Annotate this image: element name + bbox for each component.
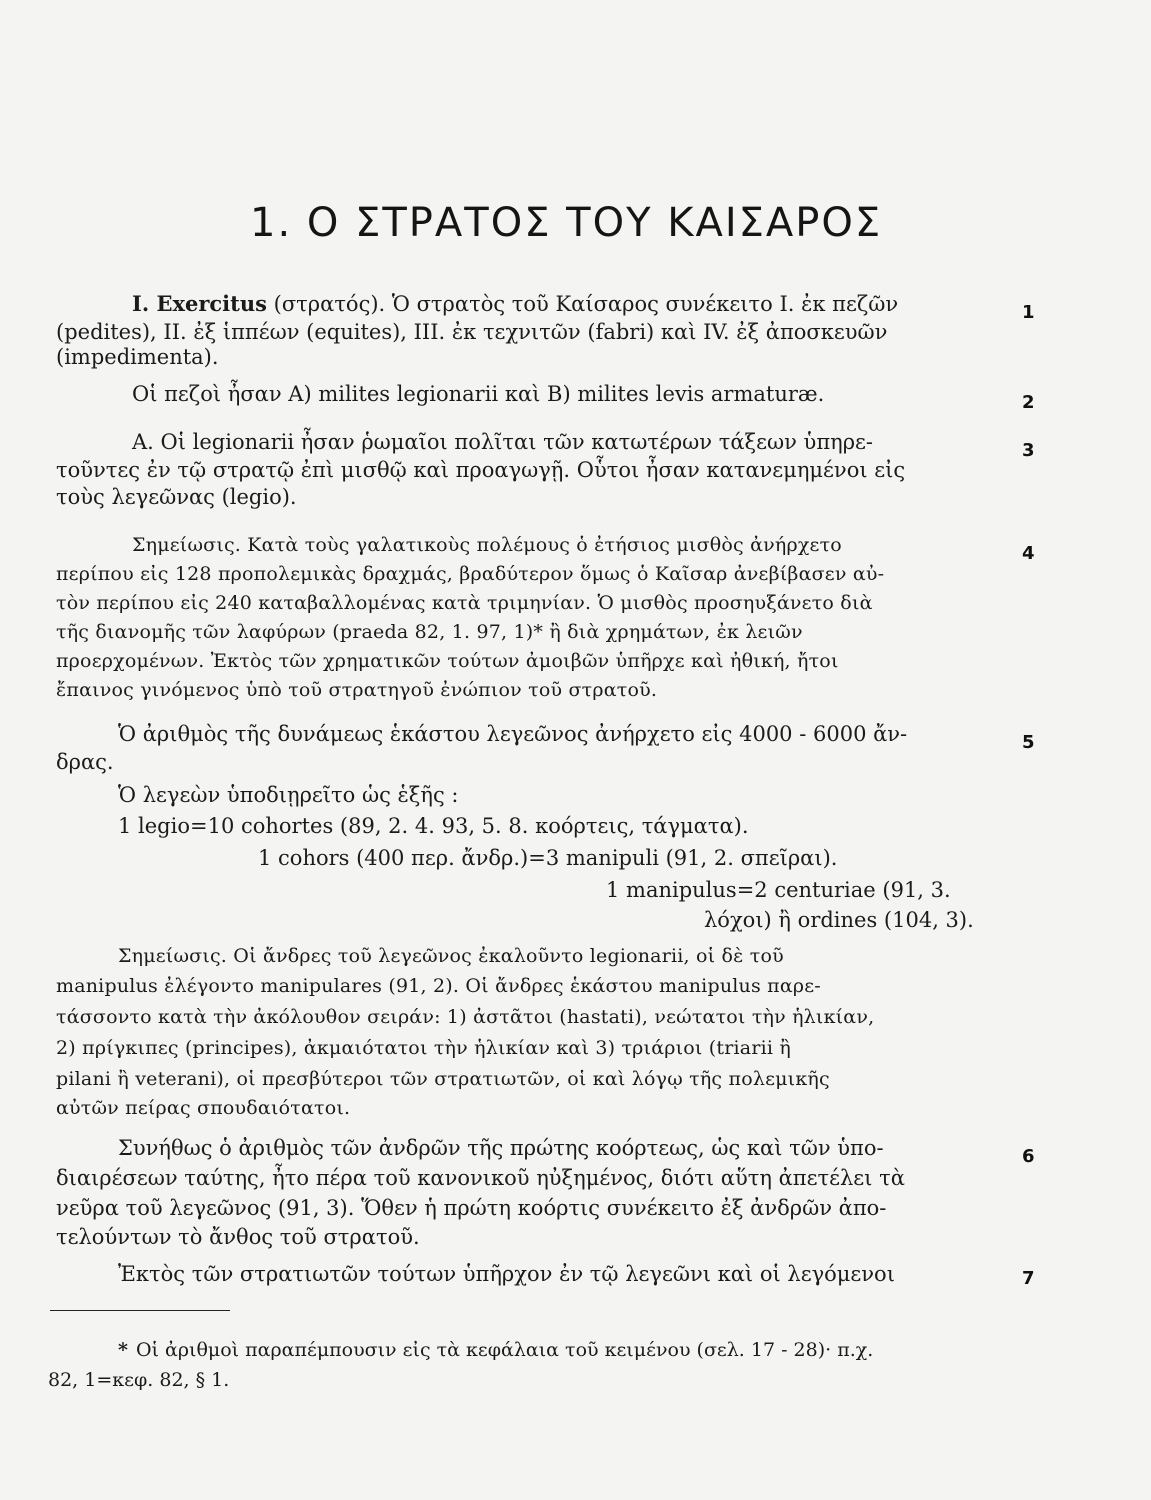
note-2-line-2: manipulus ἐλέγοντο manipulares (91, 2). Οἱ ἄνδρες ἑκάστου manipulus παρε- [56, 975, 821, 997]
note-2-line-6: αὐτῶν πείρας σπουδαιότατοι. [56, 1097, 351, 1119]
division-intro: Ὁ λεγεὼν ὑποδιῃρεῖτο ὡς ἑξῆς : [118, 783, 459, 807]
division-row-4: λόχοι) ἢ ordines (104, 3). [704, 908, 974, 932]
section-number-7: 7 [1022, 1268, 1035, 1289]
paragraph-3-line-1: A. Οἱ legionarii ἦσαν ῥωμαῖοι πολῖται τῶν κατωτέρων τάξεων ὑπηρε- [132, 430, 874, 454]
note-2-line-3: τάσσοντο κατὰ τὴν ἀκόλουθον σειράν: 1) ἀστᾶτοι (hastati), νεώτατοι τὴν ἡλικίαν, [56, 1006, 875, 1028]
paragraph-3-line-3: τοὺς λεγεῶνας (legio). [56, 485, 297, 509]
chapter-title: 1. Ο ΣΤΡΑΤΟΣ ΤΟΥ ΚΑΙΣΑΡΟΣ [250, 200, 883, 246]
paragraph-6-line-4: τελούντων τὸ ἄνθος τοῦ στρατοῦ. [56, 1225, 420, 1249]
note-1-line-6: ἔπαινος γινόμενος ὑπὸ τοῦ στρατηγοῦ ἐνώπιον τοῦ στρατοῦ. [56, 679, 658, 701]
paragraph-5-line-2: δρας. [56, 750, 114, 774]
footnote-line-1 [118, 1338, 873, 1362]
section-number-1: 1 [1022, 302, 1035, 323]
paragraph-6-line-2: διαιρέσεων ταύτης, ἦτο πέρα τοῦ κανονικοῦ ηὐξημένος, διότι αὕτη ἀπετέλει τὰ [56, 1166, 905, 1190]
paragraph-1-line-2: (pedites), II. ἐξ ἱππέων (equites), III. ἐκ τεχνιτῶν (fabri) καὶ IV. ἐξ ἀποσκευῶν [56, 320, 888, 344]
note-1-line-3: τὸν περίπου εἰς 240 καταβαλλομένας κατὰ τριμηνίαν. Ὁ μισθὸς προσηυξάνετο διὰ [56, 592, 873, 614]
note-2-line-1: Σημείωσις. Οἱ ἄνδρες τοῦ λεγεῶνος ἐκαλοῦντο legionarii, οἱ δὲ τοῦ [118, 945, 784, 967]
paragraph-3-line-2: τοῦντες ἐν τῷ στρατῷ ἐπὶ μισθῷ καὶ προαγωγῇ. Οὗτοι ἦσαν κατανεμημένοι εἰς [56, 458, 906, 482]
note-2-line-4: 2) πρίγκιπες (principes), ἀκμαιότατοι τὴν ἡλικίαν καὶ 3) τριάριοι (triarii ἢ [56, 1037, 791, 1059]
paragraph-5-line-1: Ὁ ἀριθμὸς τῆς δυνάμεως ἑκάστου λεγεῶνος ἀνήρχετο εἰς 4000 - 6000 ἄν- [118, 722, 908, 746]
paragraph-6-line-3: νεῦρα τοῦ λεγεῶνος (91, 3). Ὅθεν ἡ πρώτη κοόρτις συνέκειτο ἐξ ἀνδρῶν ἀπο- [56, 1196, 887, 1220]
division-row-3: 1 manipulus=2 centuriae (91, 3. [606, 878, 951, 902]
section-heading: I. Exercitus [132, 291, 267, 316]
note-2-line-5: pilani ἢ veterani), οἱ πρεσβύτεροι τῶν στρατιωτῶν, οἱ καὶ λόγῳ τῆς πολεμικῆς [56, 1068, 830, 1090]
section-number-2: 2 [1022, 392, 1035, 413]
division-row-1: 1 legio=10 cohortes (89, 2. 4. 93, 5. 8. κοόρτεις, τάγματα). [118, 814, 749, 838]
note-1-line-1: Σημείωσις. Κατὰ τοὺς γαλατικοὺς πολέμους ὁ ἐτήσιος μισθὸς ἀνήρχετο [132, 534, 842, 556]
section-number-4: 4 [1022, 543, 1035, 564]
footnote-marker: * [118, 1339, 128, 1361]
note-1-line-2: περίπου εἰς 128 προπολεμικὰς δραχμάς, βραδύτερον ὅμως ὁ Καῖσαρ ἀνεβίβασεν αὐ- [56, 563, 885, 585]
paragraph-1-line-3: (impedimenta). [56, 345, 219, 369]
paragraph-2: Οἱ πεζοὶ ἦσαν A) milites legionarii καὶ B) milites levis armaturæ. [132, 382, 825, 406]
footnote-line-2: 82, 1=κεφ. 82, § 1. [48, 1369, 230, 1391]
paragraph-7: Ἐκτὸς τῶν στρατιωτῶν τούτων ὑπῆρχον ἐν τῷ λεγεῶνι καὶ οἱ λεγόμενοι [118, 1262, 895, 1286]
paragraph-1-line-1 [132, 292, 898, 316]
paragraph-6-line-1: Συνήθως ὁ ἀριθμὸς τῶν ἀνδρῶν τῆς πρώτης κοόρτεως, ὡς καὶ τῶν ὑπο- [118, 1136, 884, 1160]
note-1-line-4: τῆς διανομῆς τῶν λαφύρων (praeda 82, 1. 97, 1)* ἢ διὰ χρημάτων, ἐκ λειῶν [56, 621, 803, 643]
division-row-2: 1 cohors (400 περ. ἄνδρ.)=3 manipuli (91, 2. σπεῖραι). [258, 846, 838, 870]
section-number-5: 5 [1022, 732, 1035, 753]
paragraph-1-line-1-text: (στρατός). Ὁ στρατὸς τοῦ Καίσαρος συνέκειτο I. ἐκ πεζῶν [273, 292, 899, 316]
footnote-text: Οἱ ἀριθμοὶ παραπέμπουσιν εἰς τὰ κεφάλαια τοῦ κειμένου (σελ. 17 - 28)· π.χ. [135, 1339, 874, 1361]
section-number-6: 6 [1022, 1146, 1035, 1167]
footnote-rule [50, 1310, 230, 1311]
section-number-3: 3 [1022, 440, 1035, 461]
note-1-line-5: προερχομένων. Ἐκτὸς τῶν χρηματικῶν τούτων ἀμοιβῶν ὑπῆρχε καὶ ἠθική, ἤτοι [56, 650, 839, 672]
